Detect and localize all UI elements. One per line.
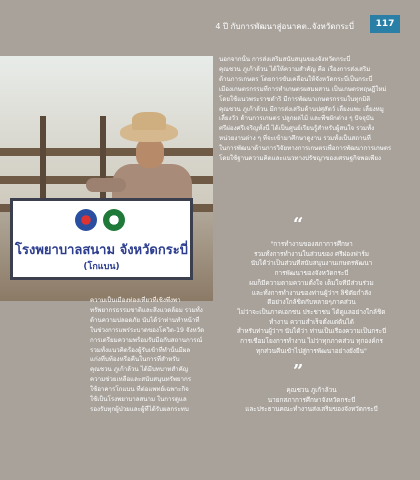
paragraph-line: ด้านความปลอดภัย นับได้ว่าท่านทำหน้าที่ (90, 316, 200, 324)
paragraph-line: เลี้ยงวัว ด้านการเกษตร ปลูกผลไม้ และพืชผักต่าง ๆ ปัจจุบัน (219, 115, 374, 123)
quote-line: สำหรับท่านผู้ว่าฯ นับได้ว่า ท่านเป็นเรื่องความเป็นกระบี่ (236, 327, 387, 336)
attribution-role: และประธานคณะทำงานส่งเสริมของจังหวัดกระบี่ (245, 405, 378, 413)
page-header-title: 4 ปี กับการพัฒนาสู่อนาคต..จังหวัดกระบี่ (215, 22, 354, 31)
quote-line: การพัฒนาของจังหวัดกระบี่ (274, 269, 349, 278)
paragraph-line: คุณชวน ภูเก้าล้วน มีการส่งเสริมด้านปศุสัตว์ เลี้ยงแพะ เลี้ยงหมู (219, 105, 384, 113)
paragraph-line: โดยใช้ฐานความคิดและแนวทางปรัชญาของเศรษฐกิจพอเพียง (219, 155, 382, 163)
paragraph-line: นอกจากนั้น การส่งเสริมสนับสนุนของจังหวัดกระบี่ (219, 56, 351, 63)
person-arm (86, 178, 126, 192)
quote-line: ทุกส่วนคืนเข้าไปสู่การพัฒนาอย่างยั่งยืน" (256, 346, 367, 355)
ministry-emblem-icon (103, 209, 125, 231)
paragraph-line: ความช่วยเหลือและสนับสนุนทรัพยากร (90, 376, 192, 384)
sign-subtitle: (โกแบน) (83, 262, 120, 272)
emblem-icon (75, 209, 97, 231)
hospital-sign (10, 198, 193, 280)
paragraph-line: ความเป็นเมืองท่องเที่ยวที่เชิงพึ่งพา (90, 297, 181, 304)
quote-line: "การทำงานของสภาการศึกษา (270, 240, 353, 248)
quote-line: รวมทั้งการทำงานในส่วนของ ศรีผ่องฟาร์ม (254, 249, 369, 258)
paragraph-line: ใช้อาคารโกแบน ที่ต่อแพทย์เฉพาะกิจ (90, 386, 189, 394)
paragraph-line: คุณชวน ภูเก้าล้วน ได้ให้ความสำคัญ คือ เรื่องการส่งเสริม (219, 65, 371, 73)
quote-line: นับได้ว่าเป็นส่วนที่สนับสนุนงานเกษตรพัฒนา (250, 259, 373, 268)
cowboy-hat-crown (132, 112, 166, 130)
paragraph-line: โดยใช้แนวพระราชดำริ มีการพัฒนาเกษตรกรรมในทุกมิติ (219, 95, 371, 103)
quote-line: ไม่ว่าจะเป็นภาคเอกชน ประชาชน ได้ดูแลอย่างใกล้ชิด (237, 307, 386, 316)
paragraph-line: แก่งที่บท้องหรือคืนในการที่สำหรับ (90, 356, 180, 364)
page-number-badge: 117 (370, 15, 400, 33)
paragraph-line: ศรีผ่องศรีเจริญทั้งนี้ ได้เป็นศูนย์เรียนรู้สำหรับผู้สนใจ รวมทั้ง (219, 125, 375, 133)
paragraph-line: คุณชวน ภูเก้าล้วน ได้มีบทบาทสำคัญ (90, 366, 188, 374)
sign-title: โรงพยาบาลสนาม จังหวัดกระบี่ (15, 243, 188, 258)
top-paragraph (219, 55, 404, 164)
fence-rail (0, 148, 213, 156)
attribution-role: นายกสภาการศึกษาจังหวัดกระบี่ (267, 395, 356, 404)
quote-line: ทำงาน ความสำเร็จตั้งแต่ต้นได้ (269, 317, 354, 326)
paragraph-line: ใช้เป็นโรงพยาบาลสนาม ในการดูแล (90, 396, 187, 404)
bottom-paragraph (90, 296, 210, 415)
open-quote-icon: “ (293, 214, 304, 235)
paragraph-line: หน่วยงานต่าง ๆ ที่จะเข้ามาศึกษาดูงาน รวมทั้งเป็นสถานที่ (219, 135, 371, 143)
quote-line: การเชื่อมโยงการทำงาน ไม่ว่าทุกภาคส่วน ทุกองค์กร (240, 337, 383, 346)
paragraph-line: เมืองเกษตรกรรมที่การทำเกษตรผสมผสาน เป็นเกษตรทฤษฎีใหม่ (219, 85, 387, 93)
paragraph-line: ในการพัฒนาด้านการวิจัยทางการเกษตรเพื่อการพัฒนาการเกษตร (219, 145, 392, 153)
close-quote-icon: ” (293, 361, 304, 382)
paragraph-line: รวมทั้งแนวคิดร้องผู้รับเข้าที่ทำนั้นมีผล (90, 346, 191, 354)
attribution-name: คุณชวน ภูเก้าล้วน (286, 386, 337, 394)
person-face (136, 138, 164, 168)
quote-line: ดีอย่างใกล้ชิดกับหลายๆภาคส่วน (267, 298, 356, 307)
quote-line: ผมก็มีความตามความตั้งใจ เต็มใจที่มีส่วนร่วม (249, 278, 374, 287)
paragraph-line: รองรับทุกผู้ป่วยและผู้ที่ได้รับผลกระทบ (90, 405, 189, 413)
paragraph-line: ในช่วงการแพร่ระบาดของโควิด-19 จังหวัด (90, 326, 205, 334)
quote-line: และทั้งการทำงานของท่านผู้ว่าฯ ลิชิตัยกำลัง (251, 288, 372, 297)
paragraph-line: ทรัพยากรธรรมชาติและสิ่งแวดล้อม รวมทั้ง (90, 306, 203, 314)
paragraph-line: การเตรียมความพร้อมรับมือกับสถานการณ์ (90, 336, 203, 344)
paragraph-line: ด้านการเกษตร โดยการขับเคลื่อนให้จังหวัดกระบี่เป็นกระบี่ (219, 75, 373, 83)
pull-quote (219, 240, 404, 356)
quote-attribution (219, 386, 404, 415)
